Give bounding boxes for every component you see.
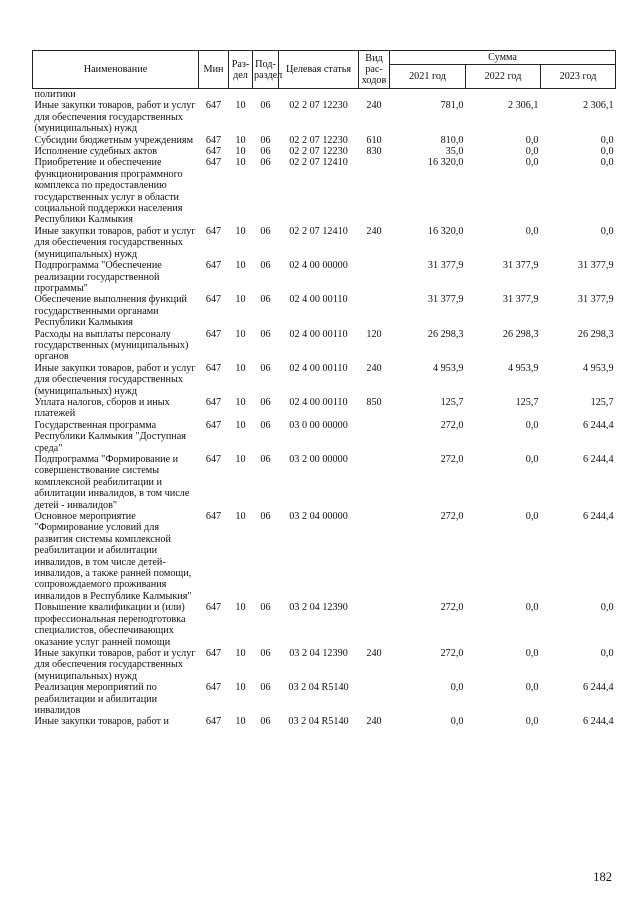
row-amount-2021: 31 377,9 bbox=[427, 294, 464, 306]
row-target-article: 03 0 00 00000 bbox=[289, 419, 348, 431]
table-row bbox=[33, 329, 616, 363]
row-amount-2023: 4 953,9 bbox=[582, 362, 614, 374]
row-subsection-code: 06 bbox=[260, 511, 271, 523]
row-section-code: 10 bbox=[235, 100, 246, 112]
row-amount-2021: 0,0 bbox=[450, 682, 464, 694]
row-subsection-code: 06 bbox=[260, 225, 271, 237]
row-subsection-code: 06 bbox=[260, 100, 271, 112]
row-target-article: 02 2 07 12410 bbox=[289, 157, 348, 169]
row-section-code: 10 bbox=[235, 396, 246, 408]
row-amount-2021: 26 298,3 bbox=[427, 328, 464, 340]
row-name: Государственная программа Республики Калмыкия "Доступная среда" bbox=[34, 419, 186, 454]
row-section-code: 10 bbox=[235, 294, 246, 306]
table-row bbox=[33, 602, 616, 648]
row-amount-2023: 6 244,4 bbox=[582, 419, 614, 431]
row-amount-2021: 4 953,9 bbox=[432, 362, 464, 374]
budget-table bbox=[32, 50, 616, 728]
row-target-article: 03 2 04 R5140 bbox=[288, 682, 349, 694]
row-ministry-code: 647 bbox=[205, 682, 222, 694]
table-row bbox=[33, 146, 616, 157]
row-name: Основное мероприятие "Формирование условий для развития системы комплексной реабилитации и абилитации инвалидов, в том числе детей-инвалидов, а также ранней помощи, сопровождаемого проживания инвалидов в Республике Калмыкия" bbox=[34, 511, 192, 602]
row-expense-type bbox=[359, 260, 390, 294]
row-amount-2023: 2 306,1 bbox=[582, 100, 614, 112]
row-amount-2022: 0,0 bbox=[525, 602, 539, 614]
row-target-article: 03 2 04 00000 bbox=[289, 511, 348, 523]
row-amount-2022: 31 377,9 bbox=[502, 294, 539, 306]
row-section-code: 10 bbox=[235, 146, 246, 158]
row-amount-2021: 781,0 bbox=[440, 100, 464, 112]
row-target-article bbox=[279, 89, 359, 101]
row-amount-2022: 0,0 bbox=[525, 716, 539, 728]
row-amount-2021: 16 320,0 bbox=[427, 225, 464, 237]
row-subsection-code: 06 bbox=[260, 328, 271, 340]
row-section-code: 10 bbox=[235, 328, 246, 340]
row-name: Исполнение судебных актов bbox=[34, 146, 158, 158]
row-name: Уплата налогов, сборов и иных платежей bbox=[34, 396, 170, 420]
table-row bbox=[33, 100, 616, 134]
row-amount-2023: 6 244,4 bbox=[582, 682, 614, 694]
row-target-article: 02 2 07 12230 bbox=[289, 134, 348, 146]
row-ministry-code: 647 bbox=[205, 362, 222, 374]
row-expense-type bbox=[359, 89, 390, 101]
row-amount-2021: 35,0 bbox=[445, 146, 464, 158]
header-min: Мин bbox=[199, 51, 229, 89]
row-amount-2022: 4 953,9 bbox=[507, 362, 539, 374]
row-ministry-code: 647 bbox=[205, 225, 222, 237]
row-ministry-code: 647 bbox=[205, 419, 222, 431]
row-target-article: 02 2 07 12410 bbox=[289, 225, 348, 237]
row-section-code: 10 bbox=[235, 157, 246, 169]
row-target-article: 03 2 04 12390 bbox=[289, 647, 348, 659]
header-razdel: Раз-дел bbox=[229, 51, 253, 89]
row-expense-type: 240 bbox=[366, 716, 382, 728]
header-name: Наименование bbox=[33, 51, 199, 89]
row-amount-2021: 16 320,0 bbox=[427, 157, 464, 169]
header-target-article: Целевая статья bbox=[279, 51, 359, 89]
row-amount-2023: 0,0 bbox=[600, 146, 614, 158]
row-target-article: 03 2 00 00000 bbox=[289, 454, 348, 465]
row-ministry-code: 647 bbox=[205, 396, 222, 408]
table-row bbox=[33, 294, 616, 328]
header-expense-type: Вид рас-ходов bbox=[359, 51, 390, 89]
row-subsection-code: 06 bbox=[260, 454, 271, 465]
row-expense-type bbox=[359, 511, 390, 602]
header-year-2022: 2022 год bbox=[466, 65, 541, 89]
row-section-code: 10 bbox=[235, 454, 246, 465]
row-ministry-code: 647 bbox=[205, 511, 222, 523]
row-amount-2021: 272,0 bbox=[440, 419, 464, 431]
row-amount-2022: 0,0 bbox=[525, 146, 539, 158]
row-expense-type: 120 bbox=[366, 328, 382, 340]
row-ministry-code: 647 bbox=[205, 716, 222, 728]
row-name: Повышение квалификации и (или) профессиональная переподготовка специалистов, обеспечивающих оказание услуг ранней помощи bbox=[34, 602, 186, 648]
table-body bbox=[33, 89, 616, 728]
row-target-article: 02 4 00 00110 bbox=[289, 396, 348, 408]
row-ministry-code bbox=[199, 89, 229, 101]
row-subsection-code: 06 bbox=[260, 716, 271, 728]
header-year-2023: 2023 год bbox=[541, 65, 616, 89]
row-amount-2023: 0,0 bbox=[600, 602, 614, 614]
row-amount-2022: 0,0 bbox=[525, 157, 539, 169]
row-ministry-code: 647 bbox=[205, 328, 222, 340]
row-amount-2021: 272,0 bbox=[440, 602, 464, 614]
row-target-article: 02 4 00 00110 bbox=[289, 294, 348, 306]
row-section-code: 10 bbox=[235, 362, 246, 374]
table-row bbox=[33, 363, 616, 397]
row-amount-2022: 0,0 bbox=[525, 682, 539, 694]
row-ministry-code: 647 bbox=[205, 146, 222, 158]
row-section-code bbox=[229, 89, 253, 101]
row-amount-2023: 26 298,3 bbox=[577, 328, 614, 340]
row-expense-type: 240 bbox=[366, 647, 382, 659]
row-amount-2021 bbox=[390, 89, 466, 101]
row-subsection-code: 06 bbox=[260, 419, 271, 431]
table-row bbox=[33, 89, 616, 101]
row-section-code: 10 bbox=[235, 260, 246, 272]
row-name: Расходы на выплаты персоналу государственных (муниципальных) органов bbox=[34, 328, 189, 363]
row-subsection-code: 06 bbox=[260, 602, 271, 614]
row-target-article: 03 2 04 12390 bbox=[289, 602, 348, 614]
row-amount-2023: 0,0 bbox=[600, 157, 614, 169]
row-expense-type bbox=[359, 454, 390, 511]
row-subsection-code: 06 bbox=[260, 157, 271, 169]
row-name: Подпрограмма "Формирование и совершенствование системы комплексной реабилитации и абилитации инвалидов, в том числе детей - инвалидов" bbox=[34, 454, 190, 511]
row-target-article: 02 2 07 12230 bbox=[289, 100, 348, 112]
row-target-article: 02 4 00 00110 bbox=[289, 328, 348, 340]
row-expense-type bbox=[359, 682, 390, 716]
row-name: Иные закупки товаров, работ и услуг для обеспечения государственных (муниципальных) нужд bbox=[34, 100, 196, 135]
row-amount-2022: 0,0 bbox=[525, 511, 539, 523]
row-amount-2023 bbox=[541, 89, 616, 101]
row-section-code: 10 bbox=[235, 134, 246, 146]
row-ministry-code: 647 bbox=[205, 454, 222, 465]
row-amount-2023: 31 377,9 bbox=[577, 294, 614, 306]
row-amount-2022: 0,0 bbox=[525, 419, 539, 431]
row-target-article: 02 4 00 00000 bbox=[289, 260, 348, 272]
budget-table-page bbox=[32, 50, 615, 728]
row-ministry-code: 647 bbox=[205, 602, 222, 614]
table-row bbox=[33, 454, 616, 511]
row-subsection-code: 06 bbox=[260, 682, 271, 694]
row-ministry-code: 647 bbox=[205, 134, 222, 146]
row-expense-type: 830 bbox=[366, 146, 382, 158]
row-name: Иные закупки товаров, работ и услуг для обеспечения государственных (муниципальных) нужд bbox=[34, 225, 196, 260]
row-ministry-code: 647 bbox=[205, 100, 222, 112]
row-amount-2022: 31 377,9 bbox=[502, 260, 539, 272]
row-amount-2022: 26 298,3 bbox=[502, 328, 539, 340]
row-amount-2023: 6 244,4 bbox=[582, 511, 614, 523]
row-amount-2022 bbox=[466, 89, 541, 101]
row-name: Субсидии бюджетным учреждениям bbox=[34, 134, 194, 146]
row-section-code: 10 bbox=[235, 602, 246, 614]
row-amount-2021: 272,0 bbox=[440, 511, 464, 523]
table-row bbox=[33, 157, 616, 225]
table-header bbox=[33, 51, 616, 89]
table-row bbox=[33, 135, 616, 146]
row-name: Иные закупки товаров, работ и услуг для обеспечения государственных (муниципальных) нужд bbox=[34, 362, 196, 397]
table-row bbox=[33, 511, 616, 602]
row-expense-type: 850 bbox=[366, 396, 382, 408]
row-name: Приобретение и обеспечение функционирования программного комплекса по предоставлению государственных услуг в области социальной поддержки населения Республики Калмыкия bbox=[34, 157, 183, 226]
header-podrazdel: Под-раздел bbox=[253, 51, 279, 89]
row-amount-2023: 6 244,4 bbox=[582, 454, 614, 465]
row-expense-type bbox=[359, 420, 390, 454]
row-subsection-code: 06 bbox=[260, 294, 271, 306]
table-row bbox=[33, 260, 616, 294]
row-amount-2023: 0,0 bbox=[600, 647, 614, 659]
row-subsection-code bbox=[253, 89, 279, 101]
row-subsection-code: 06 bbox=[260, 146, 271, 158]
row-section-code: 10 bbox=[235, 225, 246, 237]
row-amount-2021: 272,0 bbox=[440, 647, 464, 659]
row-amount-2023: 125,7 bbox=[590, 396, 614, 408]
row-section-code: 10 bbox=[235, 419, 246, 431]
row-target-article: 03 2 04 R5140 bbox=[288, 716, 349, 728]
row-subsection-code: 06 bbox=[260, 362, 271, 374]
row-subsection-code: 06 bbox=[260, 134, 271, 146]
row-name: Подпрограмма "Обеспечение реализации государственной программы" bbox=[34, 260, 162, 294]
row-expense-type bbox=[359, 602, 390, 648]
row-expense-type: 240 bbox=[366, 100, 382, 112]
row-amount-2022: 0,0 bbox=[525, 134, 539, 146]
page-number: 182 bbox=[593, 870, 612, 884]
row-amount-2023: 0,0 bbox=[600, 225, 614, 237]
row-section-code: 10 bbox=[235, 511, 246, 523]
row-amount-2021: 0,0 bbox=[450, 716, 464, 728]
row-name: Иные закупки товаров, работ и bbox=[34, 716, 169, 728]
row-subsection-code: 06 bbox=[260, 260, 271, 272]
row-expense-type bbox=[359, 294, 390, 328]
row-amount-2021: 272,0 bbox=[440, 454, 464, 465]
row-name: Иные закупки товаров, работ и услуг для обеспечения государственных (муниципальных) нужд bbox=[34, 647, 196, 682]
header-sum: Сумма bbox=[390, 51, 616, 65]
row-expense-type: 240 bbox=[366, 225, 382, 237]
table-row bbox=[33, 716, 616, 727]
row-amount-2023: 31 377,9 bbox=[577, 260, 614, 272]
row-target-article: 02 4 00 00110 bbox=[289, 362, 348, 374]
row-name: политики bbox=[34, 89, 76, 100]
row-ministry-code: 647 bbox=[205, 260, 222, 272]
row-expense-type: 240 bbox=[366, 362, 382, 374]
row-subsection-code: 06 bbox=[260, 396, 271, 408]
table-row bbox=[33, 648, 616, 682]
row-amount-2022: 2 306,1 bbox=[507, 100, 539, 112]
row-name: Обеспечение выполнения функций государственными органами Республики Калмыкия bbox=[34, 294, 187, 329]
table-row bbox=[33, 226, 616, 260]
row-expense-type: 610 bbox=[366, 134, 382, 146]
header-year-2021: 2021 год bbox=[390, 65, 466, 89]
row-section-code: 10 bbox=[235, 647, 246, 659]
row-amount-2021: 125,7 bbox=[440, 396, 464, 408]
table-row bbox=[33, 682, 616, 716]
row-target-article: 02 2 07 12230 bbox=[289, 146, 348, 158]
row-amount-2023: 6 244,4 bbox=[582, 716, 614, 728]
row-amount-2022: 125,7 bbox=[515, 396, 539, 408]
row-amount-2021: 31 377,9 bbox=[427, 260, 464, 272]
row-name: Реализация мероприятий по реабилитации и абилитации инвалидов bbox=[34, 682, 158, 716]
row-section-code: 10 bbox=[235, 682, 246, 694]
row-expense-type bbox=[359, 157, 390, 225]
row-ministry-code: 647 bbox=[205, 157, 222, 169]
row-section-code: 10 bbox=[235, 716, 246, 728]
table-row bbox=[33, 397, 616, 420]
table-row bbox=[33, 420, 616, 454]
row-subsection-code: 06 bbox=[260, 647, 271, 659]
row-amount-2022: 0,0 bbox=[525, 225, 539, 237]
row-ministry-code: 647 bbox=[205, 294, 222, 306]
row-amount-2022: 0,0 bbox=[525, 647, 539, 659]
row-amount-2023: 0,0 bbox=[600, 134, 614, 146]
row-ministry-code: 647 bbox=[205, 647, 222, 659]
row-amount-2021: 810,0 bbox=[440, 134, 464, 146]
row-amount-2022: 0,0 bbox=[525, 454, 539, 465]
